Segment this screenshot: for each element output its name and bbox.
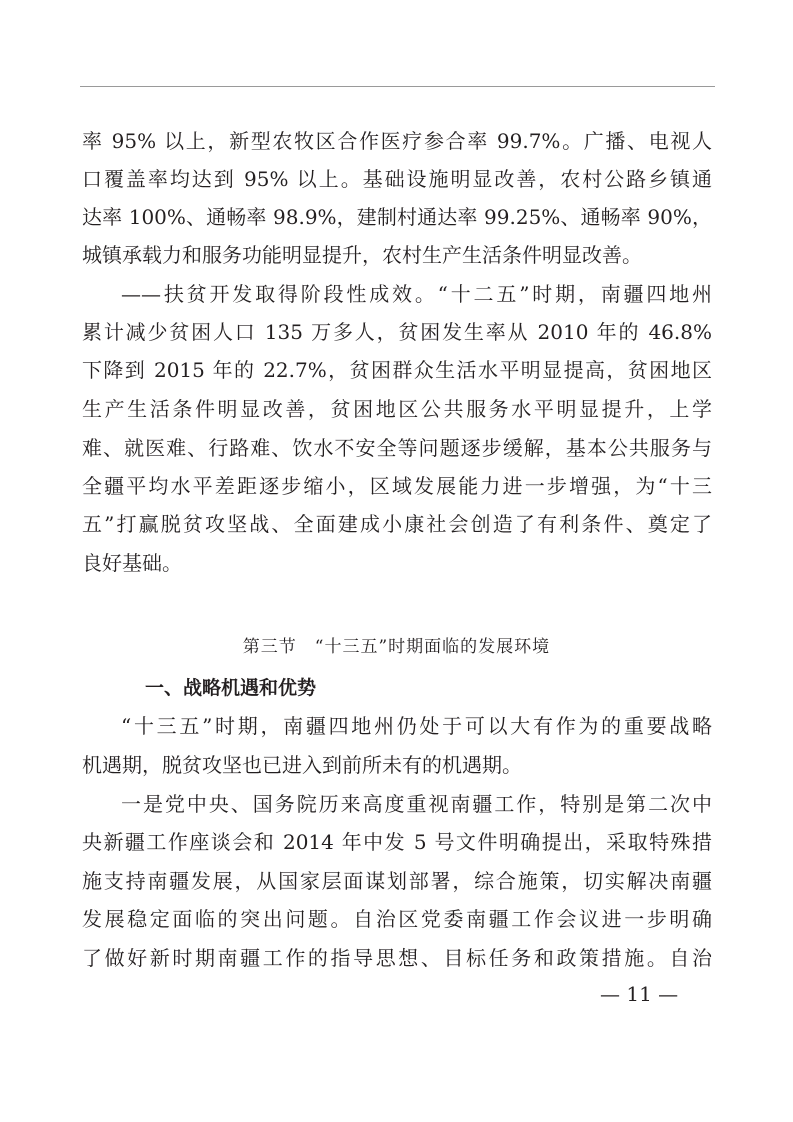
text-line: “十三五”时期，南疆四地州仍处于可以大有作为的重要战略 (121, 714, 712, 738)
sub-heading: 一、战略机遇和优势 (145, 677, 317, 699)
text-line: 下降到 2015 年的 22.7%，贫困群众生活水平明显提高，贫困地区 (82, 358, 712, 382)
text-line: 了做好新时期南疆工作的指导思想、目标任务和政策措施。自治 (82, 946, 712, 970)
text-line: 城镇承载力和服务功能明显提升，农村生产生活条件明显改善。 (82, 243, 642, 267)
text-line: 发展稳定面临的突出问题。自治区党委南疆工作会议进一步明确 (82, 907, 712, 931)
page-number: — 11 — (600, 982, 679, 1006)
header-rule (80, 86, 715, 87)
text-line: 达率 100%、通畅率 98.9%，建制村通达率 99.25%、通畅率 90%， (82, 205, 712, 229)
text-line: 生产生活条件明显改善，贫困地区公共服务水平明显提升，上学 (82, 397, 712, 421)
text-line: ——扶贫开发取得阶段性成效。“十二五”时期，南疆四地州 (121, 282, 712, 306)
text-line: 机遇期，脱贫攻坚也已进入到前所未有的机遇期。 (82, 753, 522, 777)
text-line: 口覆盖率均达到 95% 以上。基础设施明显改善，农村公路乡镇通 (82, 167, 712, 191)
text-line: 累计减少贫困人口 135 万多人，贫困发生率从 2010 年的 46.8% (82, 320, 712, 344)
text-line: 五”打赢脱贫攻坚战、全面建成小康社会创造了有利条件、奠定了 (82, 512, 712, 536)
text-line: 央新疆工作座谈会和 2014 年中发 5 号文件明确提出，采取特殊措 (82, 830, 712, 854)
text-line: 难、就医难、行路难、饮水不安全等问题逐步缓解，基本公共服务与 (82, 436, 712, 460)
section-title: 第三节 “十三五”时期面临的发展环境 (242, 637, 551, 657)
text-line: 良好基础。 (82, 551, 182, 575)
text-line: 一是党中央、国务院历来高度重视南疆工作，特别是第二次中 (121, 792, 712, 816)
text-line: 施支持南疆发展，从国家层面谋划部署，综合施策，切实解决南疆 (82, 869, 712, 893)
text-line: 率 95% 以上，新型农牧区合作医疗参合率 99.7%。广播、电视人 (82, 129, 712, 153)
text-line: 全疆平均水平差距逐步缩小，区域发展能力进一步增强，为“十三 (82, 474, 712, 498)
